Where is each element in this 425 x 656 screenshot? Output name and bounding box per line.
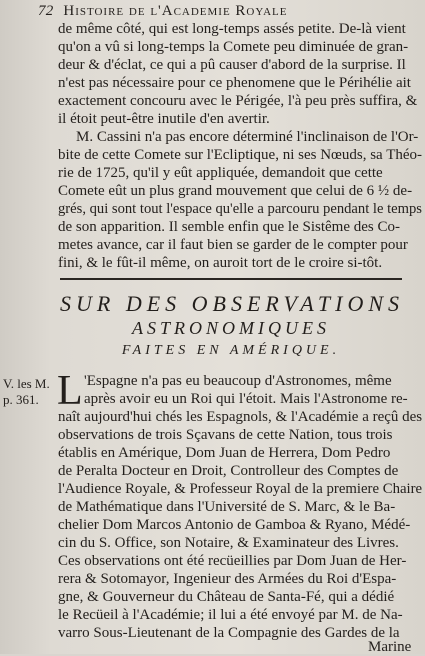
text-line: fini, & le fût-il même, on auroit tort de le croire si-tôt. — [58, 255, 383, 271]
text-line: varro Sous-Lieutenant de la Compagnie des Gardes de la — [58, 625, 400, 641]
text-line: de Peralta Docteur en Droit, Controlleur des Comptes de — [58, 463, 399, 479]
text-line: M. Cassini n'a pas encore déterminé l'inclinaison de l'Or- — [76, 129, 419, 145]
text-line: qu'on a vû si long-temps la Comete peu diminuée de gran- — [58, 39, 409, 55]
drop-cap: L — [57, 368, 83, 414]
text-line: observations de trois Sçavans de cette Nation, tous trois — [58, 427, 393, 443]
text-line: rie de 1725, qu'il y eût appliquée, demandoit que cette — [58, 165, 383, 181]
text-line: exactement concouru avec le Périgée, l'à peu près suffira, & — [58, 93, 418, 109]
running-title: Histoire de l'Academie Royale — [63, 3, 288, 19]
section-title-line-3: FAITES EN AMÉRIQUE. — [121, 343, 341, 358]
text-line: après avoir eu un Roi qui l'étoit. Mais l'Astronome re- — [84, 391, 408, 407]
text-line: de Mathématique dans l'Université de S. Marc, & le Ba- — [58, 499, 396, 515]
text-line: deur & d'éclat, ce qui a pû causer d'abord de la surprise. Il — [58, 57, 406, 73]
text-line: n'est pas nécessaire pour ce phenomene que le Périhélie ait — [58, 75, 411, 91]
text-line: Comete eût un plus grand mouvement que celui de 6 ½ de- — [58, 183, 413, 199]
text-line: gne, & Gouverneur du Château de Santa-Fé, qui a dédié — [58, 589, 395, 605]
running-header — [38, 2, 288, 20]
text-line: cin du S. Office, son Notaire, & Examinateur des Livres. — [58, 535, 399, 551]
text-line: il étoit peut-être inutile d'en avertir. — [58, 111, 270, 127]
text-line: naît aujourd'hui chés les Espagnols, & l'Académie a reçû des — [58, 409, 423, 425]
section-title-line-2: ASTRONOMIQUES — [132, 318, 330, 338]
text-line: rera & Sotomayor, Ingenieur des Armées du Roi d'Espa- — [58, 571, 397, 587]
text-line: l'Audience Royale, & Professeur Royal de la premiere Chaire — [58, 481, 423, 497]
text-line: Ces observations ont été recüeillies par Dom Juan de Her- — [58, 553, 407, 569]
text-line: Marine — [368, 639, 412, 655]
text-line: de son apparition. Il semble enfin que le Sistême des Co- — [58, 219, 401, 235]
text-line: bite de cette Comete sur l'Ecliptique, ni ses Nœuds, sa Théo- — [58, 147, 423, 163]
text-line: metes avance, car il faut bien se garder de le compter pour — [58, 237, 408, 253]
page-number: 72 — [38, 3, 54, 19]
margin-note-line-2: p. 361. — [3, 392, 39, 407]
text-line: 'Espagne n'a pas eu beaucoup d'Astronomes, même — [84, 373, 392, 389]
text-line: grés, qui sont tout l'espace qu'elle a parcouru pendant le temps — [58, 201, 422, 217]
section-divider — [60, 278, 402, 280]
section-title-line-1: SUR DES OBSERVATIONS — [60, 291, 405, 316]
text-line: chelier Dom Marcos Antonio de Gamboa & Ryano, Médé- — [58, 517, 411, 533]
text-line: le Recüeil à l'Académie; il lui a été envoyé par M. de Na- — [58, 607, 403, 623]
margin-note-line-1: V. les M. — [3, 376, 50, 391]
text-line: établis en Amérique, Dom Juan de Herrera, Dom Pedro — [58, 445, 391, 461]
text-line: de même côté, qui est long-temps assés petite. De-là vient — [58, 21, 406, 37]
